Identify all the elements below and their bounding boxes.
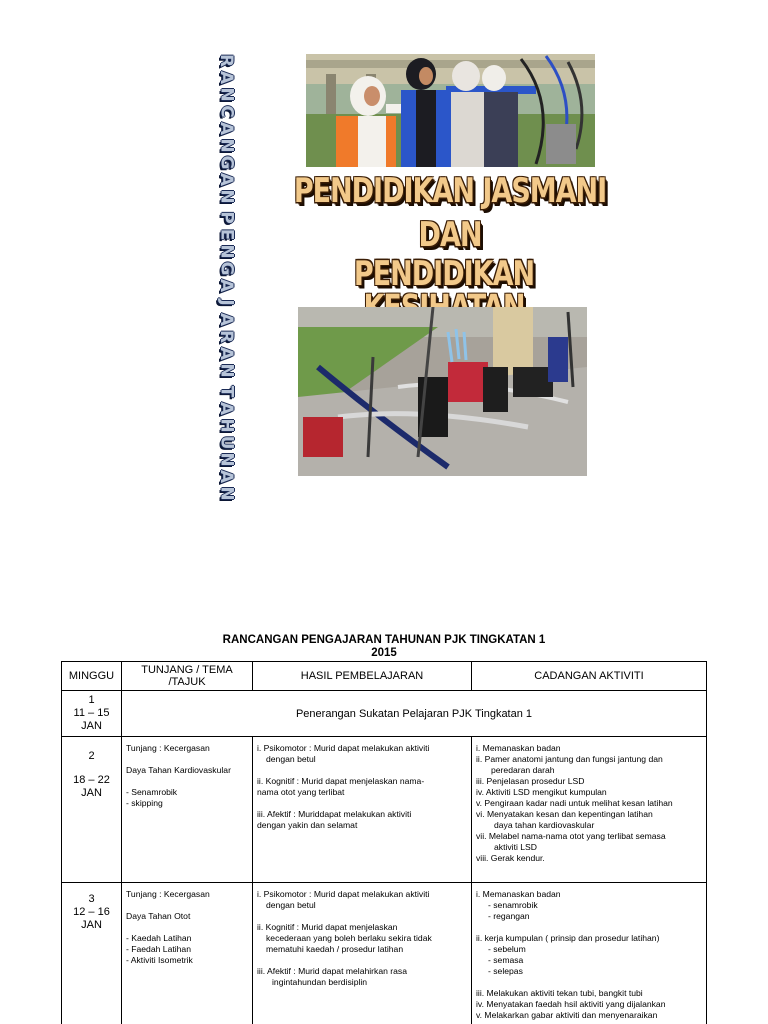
vertical-title-letter: N	[216, 363, 237, 378]
cell-line	[257, 911, 467, 922]
cell-line	[126, 776, 248, 787]
vertical-cover-title	[198, 52, 254, 502]
week-dates: 18 – 22	[73, 774, 110, 786]
week-cell	[62, 737, 122, 883]
cell-line: peredaran darah	[491, 765, 555, 775]
wordart-line-2: DAN	[418, 216, 482, 255]
wordart-line-1: PENDIDIKAN JASMANI	[293, 172, 607, 211]
cell-line: ii. Pamer anatomi jantung dan fungsi jantung dan	[476, 754, 663, 764]
cell-line: i. Psikomotor : Murid dapat melakukan aktiviti	[257, 743, 430, 753]
vertical-title-letter: A	[216, 70, 237, 85]
cell-line: Tunjang : Kecergasan	[126, 889, 210, 899]
cell-line: mematuhi kaedah / prosedur latihan	[266, 944, 404, 954]
cell-line: dengan betul	[266, 754, 316, 764]
vertical-title-letter: J	[216, 299, 237, 306]
syllabus-intro-cell: Penerangan Sukatan Pelajaran PJK Tingkatan 1	[122, 691, 707, 737]
vertical-title-letter: A	[216, 401, 237, 416]
vertical-title-letter: H	[216, 418, 237, 433]
vertical-title-letter: A	[216, 469, 237, 484]
vertical-title-letter: T	[216, 385, 237, 398]
vertical-title-letter: R	[216, 53, 237, 68]
cell-line: i. Memanaskan badan	[476, 743, 561, 753]
table-header-row	[62, 662, 707, 691]
document-title-text: RANCANGAN PENGAJARAN TAHUNAN PJK TINGKATAN 1	[222, 634, 546, 646]
cell-line: ingintahundan berdisiplin	[272, 977, 368, 987]
cell-line: v. Pengiraan kadar nadi untuk melihat kesan latihan	[476, 798, 673, 808]
cell-line: - Senamrobik	[126, 787, 178, 797]
cell-line	[126, 754, 248, 765]
vertical-title-letter: C	[216, 105, 237, 118]
cell-line: nama otot yang terlibat	[257, 787, 345, 797]
week-dates: 12 – 16	[73, 906, 110, 918]
cell-line: iii. Penjelasan prosedur LSD	[476, 776, 585, 786]
table-row	[62, 883, 707, 1024]
cell-line: ii. Kognitif : Murid dapat menjelaskan nama-	[257, 776, 425, 786]
cell-line	[126, 922, 248, 933]
vertical-title-letter: A	[216, 121, 237, 136]
cell-line: daya tahan kardiovaskular	[494, 820, 595, 830]
document-title	[0, 634, 768, 660]
vertical-title-letter: N	[216, 486, 237, 501]
archery-students-photo	[306, 54, 595, 167]
week-number: 2	[88, 750, 95, 762]
cell-line: i. Psikomotor : Murid dapat melakukan aktiviti	[257, 889, 430, 899]
cell-line: dengan betul	[266, 900, 316, 910]
cell-line: vii. Melabel nama-nama otot yang terlibat semasa	[476, 831, 666, 841]
cell-line: iii. Afektif : Murid dapat melahirkan rasa	[257, 966, 407, 976]
aktiviti-cell	[472, 737, 707, 883]
cell-line: - skipping	[126, 798, 163, 808]
cell-line: Tunjang : Kecergasan	[126, 743, 210, 753]
cell-line	[476, 977, 702, 988]
cell-line: - semasa	[488, 955, 524, 965]
cell-line: aktiviti LSD	[494, 842, 537, 852]
week-number: 1	[88, 694, 95, 706]
vertical-title-letter: N	[216, 189, 237, 204]
header-tunjang: TUNJANG / TEMA /TAJUK	[122, 662, 253, 691]
vertical-title-letter: G	[216, 261, 237, 276]
cell-line: vi. Menyatakan kesan dan kepentingan latihan	[476, 809, 653, 819]
cell-line: i. Memanaskan badan	[476, 889, 561, 899]
cell-line: dengan yakin dan selamat	[257, 820, 358, 830]
week-month: JAN	[81, 720, 102, 732]
cell-line: v. Melakarkan gabar aktiviti dan menyenaraikan	[476, 1010, 658, 1020]
vertical-title-letter: A	[216, 172, 237, 187]
cell-line: - selepas	[488, 966, 523, 976]
vertical-title-letter: N	[216, 244, 237, 259]
cell-line: iii. Melakukan aktiviti tekan tubi, bangkit tubi	[476, 988, 643, 998]
cell-line: - senamrobik	[488, 900, 538, 910]
table-row	[62, 691, 707, 737]
vertical-title-letter: N	[216, 138, 237, 153]
aktiviti-cell	[472, 883, 707, 1024]
vertical-title-letter: P	[216, 211, 237, 224]
tunjang-cell	[122, 737, 253, 883]
week-number: 3	[88, 893, 95, 905]
cell-line: - regangan	[488, 911, 530, 921]
week-month: JAN	[81, 787, 102, 799]
header-minggu: MINGGU	[62, 662, 122, 691]
vertical-title-letter: U	[216, 435, 237, 450]
cell-line: - sebelum	[488, 944, 526, 954]
week-cell	[62, 691, 122, 737]
cell-line	[476, 922, 702, 933]
cell-line	[257, 955, 467, 966]
wordart-line-3: PENDIDIKAN	[353, 254, 535, 294]
table-row	[62, 737, 707, 883]
tunjang-cell	[122, 883, 253, 1024]
cell-line: ii. kerja kumpulan ( prinsip dan prosedur latihan)	[476, 933, 660, 943]
cell-line: - Aktiviti Isometrik	[126, 955, 193, 965]
cell-line: iii. Afektif : Muriddapat melakukan aktiviti	[257, 809, 412, 819]
vertical-title-letter: A	[216, 312, 237, 327]
hasil-cell	[253, 883, 472, 1024]
cell-line	[257, 765, 467, 776]
cell-line: - Kaedah Latihan	[126, 933, 192, 943]
cell-line: iv. Menyatakan faedah hsil aktiviti yang dijalankan	[476, 999, 666, 1009]
vertical-title-letter: E	[216, 228, 237, 241]
cell-line: iv. Aktiviti LSD mengikut kumpulan	[476, 787, 607, 797]
cell-line: Daya Tahan Kardiovaskular	[126, 765, 231, 775]
hasil-cell	[253, 737, 472, 883]
vertical-title-letter: N	[216, 87, 237, 102]
document-year: 2015	[371, 647, 397, 659]
cell-line	[126, 900, 248, 911]
cell-line: kecederaan yang boleh berlaku sekira tidak	[266, 933, 432, 943]
vertical-title-letter: G	[216, 155, 237, 170]
week-cell	[62, 883, 122, 1024]
cell-line: viii. Gerak kendur.	[476, 853, 545, 863]
vertical-title-letter: A	[216, 278, 237, 293]
week-month: JAN	[81, 919, 102, 931]
lesson-plan-table	[61, 661, 707, 1024]
vertical-title-letter: N	[216, 452, 237, 467]
cell-line: Daya Tahan Otot	[126, 911, 191, 921]
cell-line: - Faedah Latihan	[126, 944, 191, 954]
vertical-title-letter: A	[216, 346, 237, 361]
header-aktiviti: CADANGAN AKTIVITI	[472, 662, 707, 691]
vertical-title-letter: R	[216, 329, 237, 344]
week-dates: 11 – 15	[73, 707, 110, 719]
header-hasil: HASIL PEMBELAJARAN	[253, 662, 472, 691]
cell-line	[257, 798, 467, 809]
archery-bows-photo	[298, 307, 587, 476]
cell-line: ii. Kognitif : Murid dapat menjelaskan	[257, 922, 398, 932]
